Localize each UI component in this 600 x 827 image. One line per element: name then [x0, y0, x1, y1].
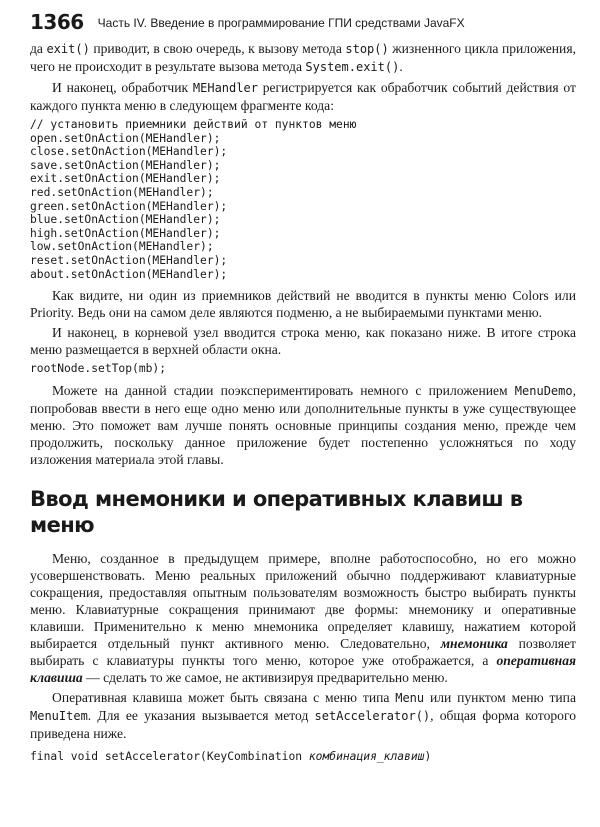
code-listing-settop: rootNode.setTop(mb);	[30, 362, 167, 376]
inline-code: MenuDemo	[514, 383, 573, 398]
inline-code: System.exit()	[305, 60, 400, 74]
text: — сделать то же самое, не активизируя предварительно меню.	[82, 669, 448, 685]
section-heading: Ввод мнемоники и оперативных клавиш в меню	[30, 486, 523, 537]
text: приводит, в свою очередь, к вызову метода	[89, 41, 346, 56]
emphasis: оперативная клавиша	[30, 652, 576, 685]
paragraph-4: И наконец, в корневой узел вводится строка меню, как показано ниже. В итоге строка меню размещается в верхней области окна.	[30, 325, 576, 358]
text: регистрируется как обработчик событий действия от каждого пункта меню в следующем фрагменте кода:	[30, 80, 576, 113]
text: Меню, созданное в предыдущем примере, вполне работоспособно, но его можно усовершенствовать. Меню реальных приложений обычно поддерживают клавиатурные сокращения, предоставляя опытным пользователям возможность быстро выбирать пункты меню. Клавиатурные сокращения принимают две формы: мнемонику и оперативные клавиши. Применительно к меню мнемоника определяет клавишу, нажатием которой выбирается отдельный пункт активного меню. Следовательно,	[30, 550, 576, 651]
text: да	[30, 41, 47, 56]
text: Оперативная клавиша может быть связана с меню типа	[52, 689, 396, 705]
inline-code: exit()	[46, 42, 90, 56]
paragraph-5	[30, 382, 576, 468]
inline-code: MenuItem	[30, 708, 88, 723]
code-param: комбинация_клавиш	[308, 749, 425, 763]
code-text: final void setAccelerator(KeyCombination	[30, 749, 309, 763]
paragraph-6	[30, 550, 576, 686]
text: .	[399, 59, 403, 74]
page-body	[30, 40, 576, 763]
text: Можете на данной стадии поэкспериментировать немного с приложением	[52, 382, 515, 398]
text: . Для ее указания вызывается метод	[87, 707, 315, 723]
text: , общая форма которого приведена ниже.	[30, 707, 576, 741]
paragraph-7	[30, 689, 576, 742]
text: позволяет выбирать с клавиатуры пункты того меню, которое уже отображается, а	[30, 635, 577, 668]
inline-code: stop()	[345, 42, 389, 56]
paragraph-1	[30, 40, 576, 76]
page-number: 1366	[30, 10, 84, 34]
text: жизненного цикла приложения, чего не происходит в результате вызова метода	[30, 41, 576, 74]
code-listing-handlers: // установить приемники действий от пунктов меню open.setOnAction(MEHandler); close.setOnAction(MEHandler); save.setOnAction(MEHandler); exit.setOnAction(MEHandler); red.setOnAction(MEHandler); green.setOnAction(MEHandler); blue.setOnAction(MEHandler); high.setOnAction(MEHandler); low.setOnAction(MEHandler); reset.setOnAction(MEHandler); about.setOnAction(MEHandler);	[30, 118, 357, 281]
method-signature	[30, 750, 576, 763]
text: или пунктом меню типа	[424, 689, 576, 705]
inline-code: Menu	[395, 690, 425, 705]
paragraph-2	[30, 79, 576, 114]
text: И наконец, обработчик	[52, 80, 193, 95]
inline-code: setAccelerator()	[314, 708, 431, 723]
page-header	[30, 10, 465, 34]
running-title: Часть IV. Введение в программирование ГПИ средствами JavaFX	[97, 16, 465, 30]
emphasis: мнемоника	[440, 635, 508, 651]
text: , попробовав ввести в него еще одно меню или дополнительные пункты в уже существующее меню. Это поможет вам лучше понять основные принципы создания меню, прежде чем продолжить, поскольку данное приложение будет постепенно усложняться по ходу изложения материала этой главы.	[30, 382, 576, 467]
paragraph-3: Как видите, ни один из приемников действий не вводится в пункты меню Colors или Priority. Ведь они на самом деле являются подменю, а не выбираемыми пунктами меню.	[30, 288, 576, 321]
code-text: )	[424, 749, 432, 763]
inline-code: MEHandler	[192, 81, 258, 95]
